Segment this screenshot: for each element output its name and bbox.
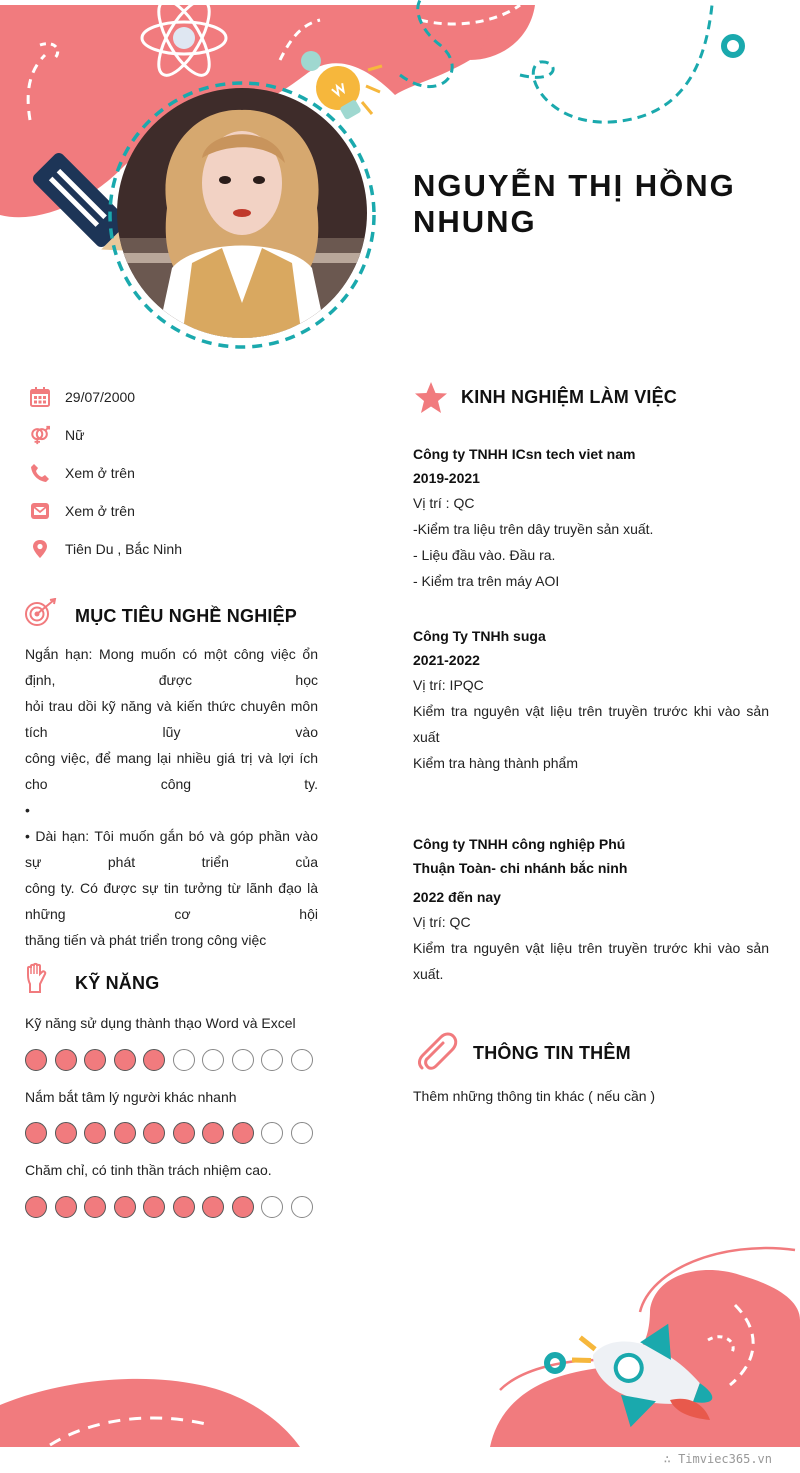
job-company: Công ty TNHH ICsn tech viet nam	[413, 446, 636, 462]
skill-rating	[25, 1196, 320, 1218]
candidate-name: NGUYỄN THỊ HỒNG NHUNG	[413, 168, 736, 239]
objective-line: công việc, để mang lại nhiều giá trị và lợi ích cho công ty.	[25, 750, 318, 792]
experience-title: KINH NGHIỆM LÀM VIỆC	[461, 387, 678, 407]
skill-label: Nắm bắt tâm lý người khác nhanh	[25, 1089, 237, 1105]
rating-dot-filled	[173, 1196, 195, 1218]
star-icon	[414, 381, 448, 419]
info-gender	[30, 423, 84, 447]
rating-dot-filled	[232, 1196, 254, 1218]
objective-line: thăng tiến và phát triển trong công việc	[25, 932, 267, 948]
skill-label: Kỹ năng sử dụng thành thạo Word và Excel	[25, 1015, 296, 1031]
additional-title: THÔNG TIN THÊM	[473, 1043, 631, 1063]
job-detail: - Kiểm tra trên máy AOI	[413, 573, 560, 589]
job-period: 2022 đến nay	[413, 889, 501, 905]
rating-dot-filled	[143, 1122, 165, 1144]
rating-dot-filled	[173, 1122, 195, 1144]
rating-dot-filled	[25, 1196, 47, 1218]
rating-dot-empty	[261, 1122, 283, 1144]
rating-dot-filled	[143, 1196, 165, 1218]
rating-dot-filled	[84, 1049, 106, 1071]
rating-dot-filled	[202, 1122, 224, 1144]
skills-title: KỸ NĂNG	[75, 973, 160, 993]
watermark: ∴ Timviec365.vn	[663, 1452, 772, 1466]
rating-dot-filled	[55, 1122, 77, 1144]
rating-dot-filled	[55, 1049, 77, 1071]
rating-dot-empty	[291, 1196, 313, 1218]
paperclip-icon	[416, 1032, 460, 1077]
rating-dot-filled	[55, 1196, 77, 1218]
job-period: 2021-2022	[413, 652, 480, 668]
rating-dot-filled	[232, 1122, 254, 1144]
job-detail: - Liệu đầu vào. Đầu ra.	[413, 547, 556, 563]
rating-dot-empty	[202, 1049, 224, 1071]
hand-icon	[25, 962, 49, 999]
bottom-left-coral-shape	[0, 1379, 300, 1447]
rating-dot-filled	[84, 1196, 106, 1218]
job-detail: Kiểm tra nguyên vật liệu trên truyền trước khi vào sản xuất	[413, 703, 769, 745]
skill-rating	[25, 1122, 320, 1144]
job-entry	[413, 624, 769, 776]
calendar-icon	[30, 387, 50, 407]
job-period: 2019-2021	[413, 470, 480, 486]
additional-text: Thêm những thông tin khác ( nếu cần )	[413, 1088, 656, 1104]
email-icon	[30, 501, 50, 521]
location-pin-icon	[30, 539, 50, 559]
email-value: Xem ở trên	[65, 503, 135, 519]
objective-line: hỏi trau dồi kỹ năng và kiến thức chuyên môn tích lũy vào	[25, 698, 318, 740]
job-position: Vị trí : QC	[413, 495, 475, 511]
teal-ring	[724, 37, 742, 55]
objective-title: MỤC TIÊU NGHỀ NGHIỆP	[75, 606, 298, 626]
objective-line: • Dài hạn: Tôi muốn gắn bó và góp phần vào sự phát triển của	[25, 828, 318, 870]
rating-dot-empty	[291, 1049, 313, 1071]
rating-dot-empty	[291, 1122, 313, 1144]
rating-dot-empty	[232, 1049, 254, 1071]
rating-dot-filled	[143, 1049, 165, 1071]
info-address	[30, 537, 182, 561]
job-position: Vị trí: QC	[413, 914, 471, 930]
job-detail: Kiểm tra hàng thành phẩm	[413, 755, 578, 771]
rating-dot-empty	[173, 1049, 195, 1071]
objective-line: •	[25, 802, 30, 818]
job-detail: Kiểm tra nguyên vật liệu trên truyền trước khi vào sản xuất.	[413, 940, 769, 982]
job-company: Công Ty TNHh suga	[413, 628, 546, 644]
rating-dot-filled	[25, 1122, 47, 1144]
rating-dot-filled	[202, 1196, 224, 1218]
gender-value: Nữ	[65, 427, 85, 443]
rating-dot-filled	[25, 1049, 47, 1071]
skill-rating	[25, 1049, 320, 1071]
job-detail: -Kiểm tra liệu trên dây truyền sản xuất.	[413, 521, 654, 537]
target-icon	[24, 598, 58, 633]
skill-label: Chăm chỉ, có tinh thần trách nhiệm cao.	[25, 1162, 272, 1178]
profile-photo	[117, 88, 367, 338]
rating-dot-filled	[114, 1049, 136, 1071]
phone-value: Xem ở trên	[65, 465, 135, 481]
job-company: Công ty TNHH công nghiệp Phú Thuận Toàn- chi nhánh bắc ninh	[413, 836, 628, 876]
rating-dot-empty	[261, 1196, 283, 1218]
job-position: Vị trí: IPQC	[413, 677, 484, 693]
rating-dot-filled	[114, 1196, 136, 1218]
birthdate-value: 29/07/2000	[65, 389, 136, 405]
objective-line: công ty. Có được sự tin tưởng từ lãnh đạo là những cơ hội	[25, 880, 318, 922]
address-value: Tiên Du , Bắc Ninh	[65, 541, 182, 557]
rating-dot-filled	[114, 1122, 136, 1144]
rating-dot-filled	[84, 1122, 106, 1144]
info-email	[30, 499, 135, 523]
objective-line: Ngắn hạn: Mong muốn có một công việc ổn định, được học	[25, 646, 318, 688]
job-entry	[413, 832, 769, 987]
gender-icon	[30, 425, 50, 445]
info-phone	[30, 461, 135, 485]
job-entry	[413, 442, 769, 594]
rating-dot-empty	[261, 1049, 283, 1071]
objective-body	[25, 641, 318, 953]
phone-icon	[30, 463, 50, 483]
info-birthdate	[30, 385, 135, 409]
